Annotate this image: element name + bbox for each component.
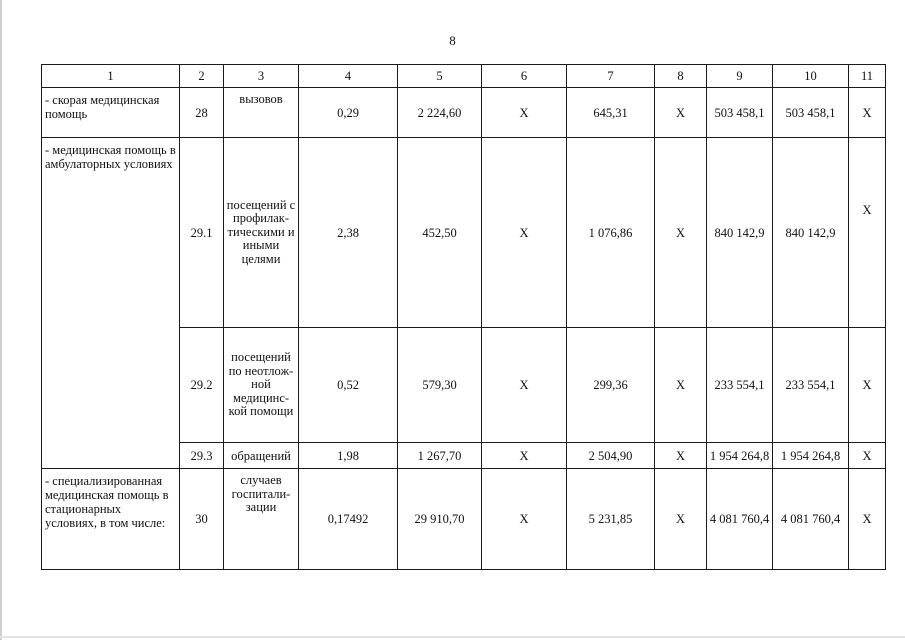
scan-edge-left (0, 0, 2, 640)
row-value-cell: Х (482, 469, 567, 570)
row-value-cell: 299,36 (567, 328, 655, 443)
header-cell: 7 (567, 65, 655, 88)
row-value-cell: 840 142,9 (707, 138, 773, 328)
row-value-cell: Х (849, 138, 886, 328)
header-cell: 5 (398, 65, 482, 88)
row-value-cell: 0,52 (299, 328, 398, 443)
row-value-cell: Х (482, 443, 567, 469)
row-value-cell: 5 231,85 (567, 469, 655, 570)
table-header-row (42, 65, 886, 88)
row-code-cell: 29.3 (180, 443, 224, 469)
row-value-cell: 503 458,1 (707, 88, 773, 138)
row-value-cell: Х (849, 443, 886, 469)
row-unit-cell: случаев госпитали-зации (224, 469, 299, 570)
row-value-cell: 2 504,90 (567, 443, 655, 469)
row-value-cell: 452,50 (398, 138, 482, 328)
row-value-cell: 503 458,1 (773, 88, 849, 138)
row-value-cell: 233 554,1 (707, 328, 773, 443)
row-value-cell: Х (655, 138, 707, 328)
row-value-cell: Х (482, 88, 567, 138)
table-row (42, 138, 886, 328)
row-value-cell: Х (482, 328, 567, 443)
row-unit-cell: вызовов (224, 88, 299, 138)
row-value-cell: 1,98 (299, 443, 398, 469)
header-cell: 2 (180, 65, 224, 88)
row-code-cell: 29.1 (180, 138, 224, 328)
row-name-cell: - скорая медицинская помощь (42, 88, 180, 138)
page-number: 8 (449, 33, 456, 48)
header-cell: 3 (224, 65, 299, 88)
header-cell: 10 (773, 65, 849, 88)
scan-edge-bottom (0, 636, 905, 638)
row-value-cell: 4 081 760,4 (773, 469, 849, 570)
row-unit-cell: обращений (224, 443, 299, 469)
row-value-cell: Х (849, 328, 886, 443)
row-value-cell: 1 076,86 (567, 138, 655, 328)
row-name-cell: - специализированная медицинская помощь в стационарных условиях, в том числе: (42, 469, 180, 570)
row-value-cell: 2,38 (299, 138, 398, 328)
row-value-cell: 1 267,70 (398, 443, 482, 469)
row-value-cell: 0,17492 (299, 469, 398, 570)
row-value-cell: 579,30 (398, 328, 482, 443)
header-cell: 6 (482, 65, 567, 88)
header-cell: 11 (849, 65, 886, 88)
row-value-cell: 1 954 264,8 (707, 443, 773, 469)
row-value-cell: Х (655, 469, 707, 570)
row-value-cell: 2 224,60 (398, 88, 482, 138)
row-value-cell: Х (849, 88, 886, 138)
table-row (42, 88, 886, 138)
row-value-cell: 840 142,9 (773, 138, 849, 328)
row-value-cell: Х (655, 328, 707, 443)
row-value-cell: 645,31 (567, 88, 655, 138)
row-value-cell: 29 910,70 (398, 469, 482, 570)
row-value-cell: Х (849, 469, 886, 570)
row-unit-cell: посещений с профилак-тическими и иными целями (224, 138, 299, 328)
row-name-cell: - медицинская помощь в амбулаторных условиях (42, 138, 180, 469)
row-value-cell: 0,29 (299, 88, 398, 138)
row-value-cell: 4 081 760,4 (707, 469, 773, 570)
header-cell: 9 (707, 65, 773, 88)
row-unit-cell: посещений по неотлож-ной медицинс-кой помощи (224, 328, 299, 443)
table-row (42, 469, 886, 570)
row-value-cell: Х (655, 443, 707, 469)
header-cell: 1 (42, 65, 180, 88)
row-code-cell: 30 (180, 469, 224, 570)
row-value-cell: Х (655, 88, 707, 138)
row-code-cell: 28 (180, 88, 224, 138)
row-value-cell: 233 554,1 (773, 328, 849, 443)
row-value-cell: 1 954 264,8 (773, 443, 849, 469)
header-cell: 8 (655, 65, 707, 88)
data-table (41, 64, 886, 570)
header-cell: 4 (299, 65, 398, 88)
row-code-cell: 29.2 (180, 328, 224, 443)
row-value-cell: Х (482, 138, 567, 328)
